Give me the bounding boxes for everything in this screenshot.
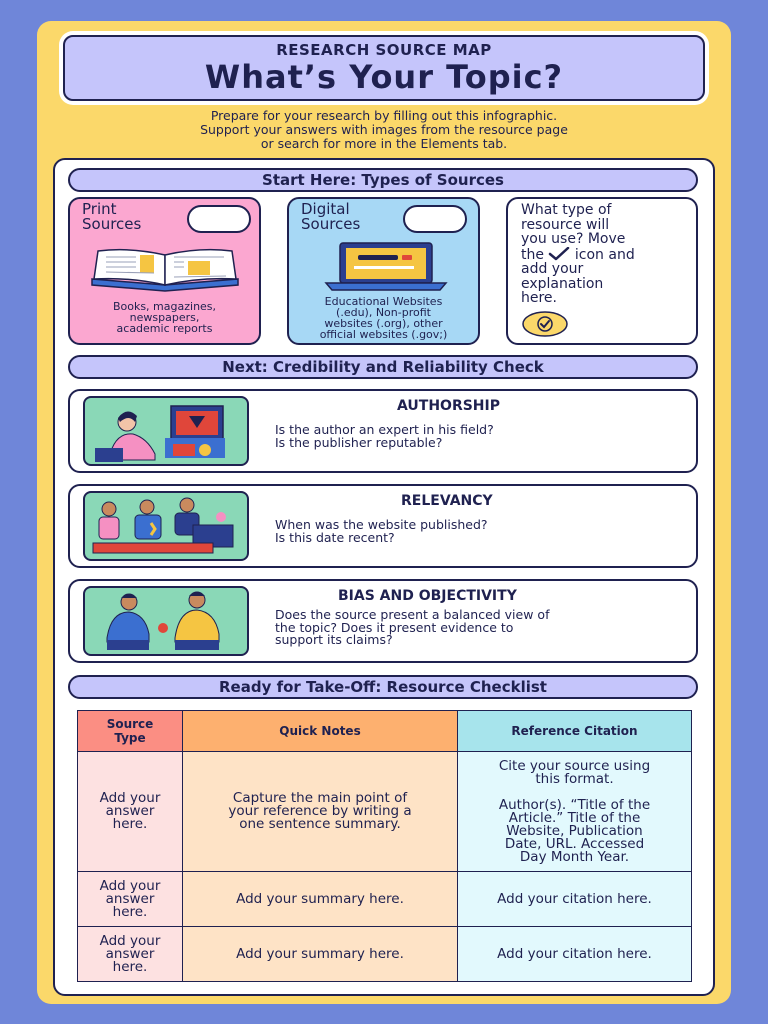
source-type-cell[interactable]: Add your answer here. (78, 872, 183, 927)
relevancy-illustration (83, 491, 249, 561)
authorship-title: AUTHORSHIP (397, 398, 500, 414)
authorship-card (68, 389, 698, 473)
citation-cell[interactable]: Add your citation here. (458, 872, 692, 927)
citation-cell[interactable]: Add your citation here. (458, 927, 692, 982)
table-header-row (78, 711, 692, 752)
print-sources-title: Print Sources (82, 200, 142, 233)
header-quick-notes: Quick Notes (183, 711, 458, 752)
header-subtitle: RESEARCH SOURCE MAP (276, 41, 492, 59)
print-sources-card[interactable] (68, 197, 261, 345)
source-type-cell[interactable]: Add your answer here. (78, 752, 183, 872)
team-working-icon (85, 493, 249, 561)
bias-objectivity-title: BIAS AND OBJECTIVITY (338, 588, 517, 604)
digital-sources-card[interactable] (287, 197, 480, 345)
header-banner (63, 35, 705, 101)
header-reference-citation: Reference Citation (458, 711, 692, 752)
section-heading-credibility-check: Next: Credibility and Reliability Check (68, 355, 698, 379)
resource-type-question-card (506, 197, 698, 345)
source-type-cell[interactable]: Add your answer here. (78, 927, 183, 982)
check-badge-icon[interactable] (522, 311, 568, 337)
section-heading-types-of-sources: Start Here: Types of Sources (68, 168, 698, 192)
digital-answer-oval[interactable] (403, 205, 467, 233)
table-row (78, 752, 692, 872)
laptop-icon (324, 241, 448, 291)
quick-notes-cell[interactable]: Add your summary here. (183, 872, 458, 927)
header-source-type: Source Type (78, 711, 183, 752)
resource-checklist-table (77, 710, 692, 982)
digital-sources-description: Educational Websites (.edu), Non-profit websites (.org), other official websites (.gov;) (319, 295, 448, 341)
print-sources-description: Books, magazines, newspapers, academic reports (112, 300, 217, 335)
authorship-illustration (83, 396, 249, 466)
quick-notes-cell[interactable]: Capture the main point of your reference by writing a one sentence summary. (183, 752, 458, 872)
people-discussing-icon (85, 588, 249, 656)
intro-text: Prepare for your research by filling out this infographic. Support your answers with images from the resource page or search for more in the Elements tab. (200, 108, 568, 151)
quick-notes-cell[interactable]: Add your summary here. (183, 927, 458, 982)
authorship-questions: Is the author an expert in his field? Is the publisher reputable? (275, 422, 494, 450)
relevancy-questions: When was the website published? Is this date recent? (275, 517, 488, 545)
bias-illustration (83, 586, 249, 656)
print-answer-oval[interactable] (187, 205, 251, 233)
table-row (78, 927, 692, 982)
bias-objectivity-card (68, 579, 698, 663)
page-title: What’s Your Topic? (204, 58, 564, 96)
relevancy-title: RELEVANCY (401, 493, 493, 509)
resource-type-question: What type of resource will you use? Move the icon and add your explanation here. (521, 202, 635, 306)
citation-cell[interactable]: Cite your source using this format. Author(s). “Title of the Article.” Title of the Website, Publication Date, URL. Accessed Day Month Year. (458, 752, 692, 872)
section-heading-resource-checklist: Ready for Take-Off: Resource Checklist (68, 675, 698, 699)
digital-sources-title: Digital Sources (301, 200, 361, 233)
bias-objectivity-questions: Does the source present a balanced view of the topic? Does it present evidence to support its claims? (275, 607, 550, 647)
person-at-computer-icon (85, 398, 249, 466)
open-book-icon (90, 245, 240, 293)
checkmark-icon (548, 247, 570, 261)
relevancy-card (68, 484, 698, 568)
table-row (78, 872, 692, 927)
